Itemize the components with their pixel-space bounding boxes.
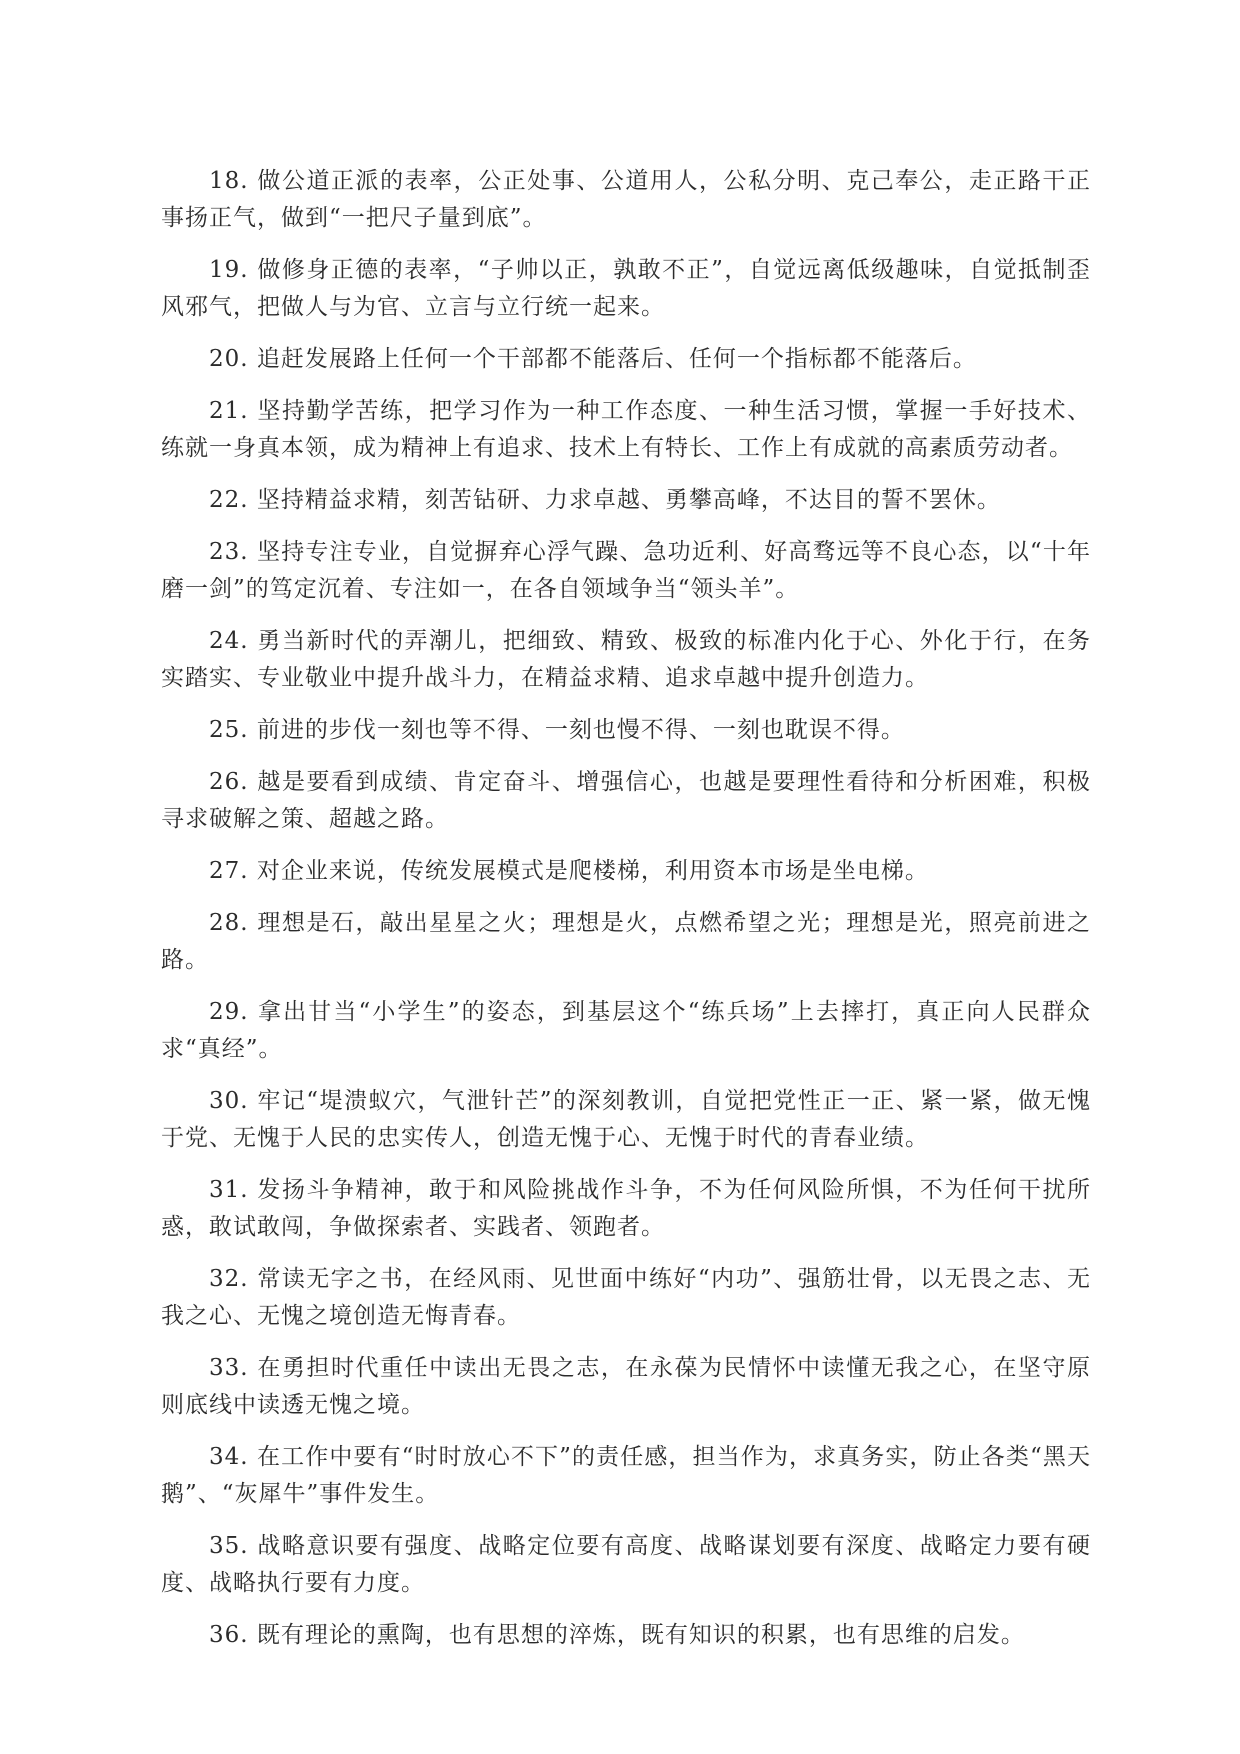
list-item: 22. 坚持精益求精，刻苦钻研、力求卓越、勇攀高峰，不达目的誓不罢休。	[209, 487, 1001, 513]
list-item: 18. 做公道正派的表率，公正处事、公道用人，公私分明、克己奉公，走正路干正事扬正气，做到“一把尺子量到底”。	[161, 168, 1091, 231]
list-item: 19. 做修身正德的表率，“子帅以正，孰敢不正”，自觉远离低级趣味，自觉抵制歪风邪气，把做人与为官、立言与立行统一起来。	[161, 257, 1091, 320]
list-item: 34. 在工作中要有“时时放心不下”的责任感，担当作为，求真务实，防止各类“黑天鹅”、“灰犀牛”事件发生。	[161, 1444, 1091, 1507]
list-item: 29. 拿出甘当“小学生”的姿态，到基层这个“练兵场”上去摔打，真正向人民群众求“真经”。	[161, 999, 1091, 1062]
list-item: 26. 越是要看到成绩、肯定奋斗、增强信心，也越是要理性看待和分析困难，积极寻求破解之策、超越之路。	[161, 769, 1091, 832]
list-item: 33. 在勇担时代重任中读出无畏之志，在永葆为民情怀中读懂无我之心，在坚守原则底线中读透无愧之境。	[161, 1355, 1091, 1418]
list-item: 36. 既有理论的熏陶，也有思想的淬炼，既有知识的积累，也有思维的启发。	[209, 1622, 1025, 1648]
list-item: 24. 勇当新时代的弄潮儿，把细致、精致、极致的标准内化于心、外化于行，在务实踏实、专业敬业中提升战斗力，在精益求精、追求卓越中提升创造力。	[161, 628, 1091, 691]
list-item: 28. 理想是石，敲出星星之火；理想是火，点燃希望之光；理想是光，照亮前进之路。	[161, 910, 1091, 973]
list-item: 23. 坚持专注专业，自觉摒弃心浮气躁、急功近利、好高骛远等不良心态，以“十年磨一剑”的笃定沉着、专注如一，在各自领域争当“领头羊”。	[161, 539, 1091, 602]
list-item: 20. 追赶发展路上任何一个干部都不能落后、任何一个指标都不能落后。	[209, 346, 977, 372]
list-item: 32. 常读无字之书，在经风雨、见世面中练好“内功”、强筋壮骨，以无畏之志、无我之心、无愧之境创造无悔青春。	[161, 1266, 1091, 1329]
list-item: 31. 发扬斗争精神，敢于和风险挑战作斗争，不为任何风险所惧，不为任何干扰所惑，敢试敢闯，争做探索者、实践者、领跑者。	[161, 1177, 1091, 1240]
list-item: 30. 牢记“堤溃蚁穴，气泄针芒”的深刻教训，自觉把党性正一正、紧一紧，做无愧于党、无愧于人民的忠实传人，创造无愧于心、无愧于时代的青春业绩。	[161, 1088, 1091, 1151]
list-item: 25. 前进的步伐一刻也等不得、一刻也慢不得、一刻也耽误不得。	[209, 717, 905, 743]
list-item: 21. 坚持勤学苦练，把学习作为一种工作态度、一种生活习惯，掌握一手好技术、练就一身真本领，成为精神上有追求、技术上有特长、工作上有成就的高素质劳动者。	[161, 398, 1091, 461]
quote-list	[161, 163, 1091, 1669]
list-item: 27. 对企业来说，传统发展模式是爬楼梯，利用资本市场是坐电梯。	[209, 858, 929, 884]
list-item: 35. 战略意识要有强度、战略定位要有高度、战略谋划要有深度、战略定力要有硬度、战略执行要有力度。	[161, 1533, 1091, 1596]
